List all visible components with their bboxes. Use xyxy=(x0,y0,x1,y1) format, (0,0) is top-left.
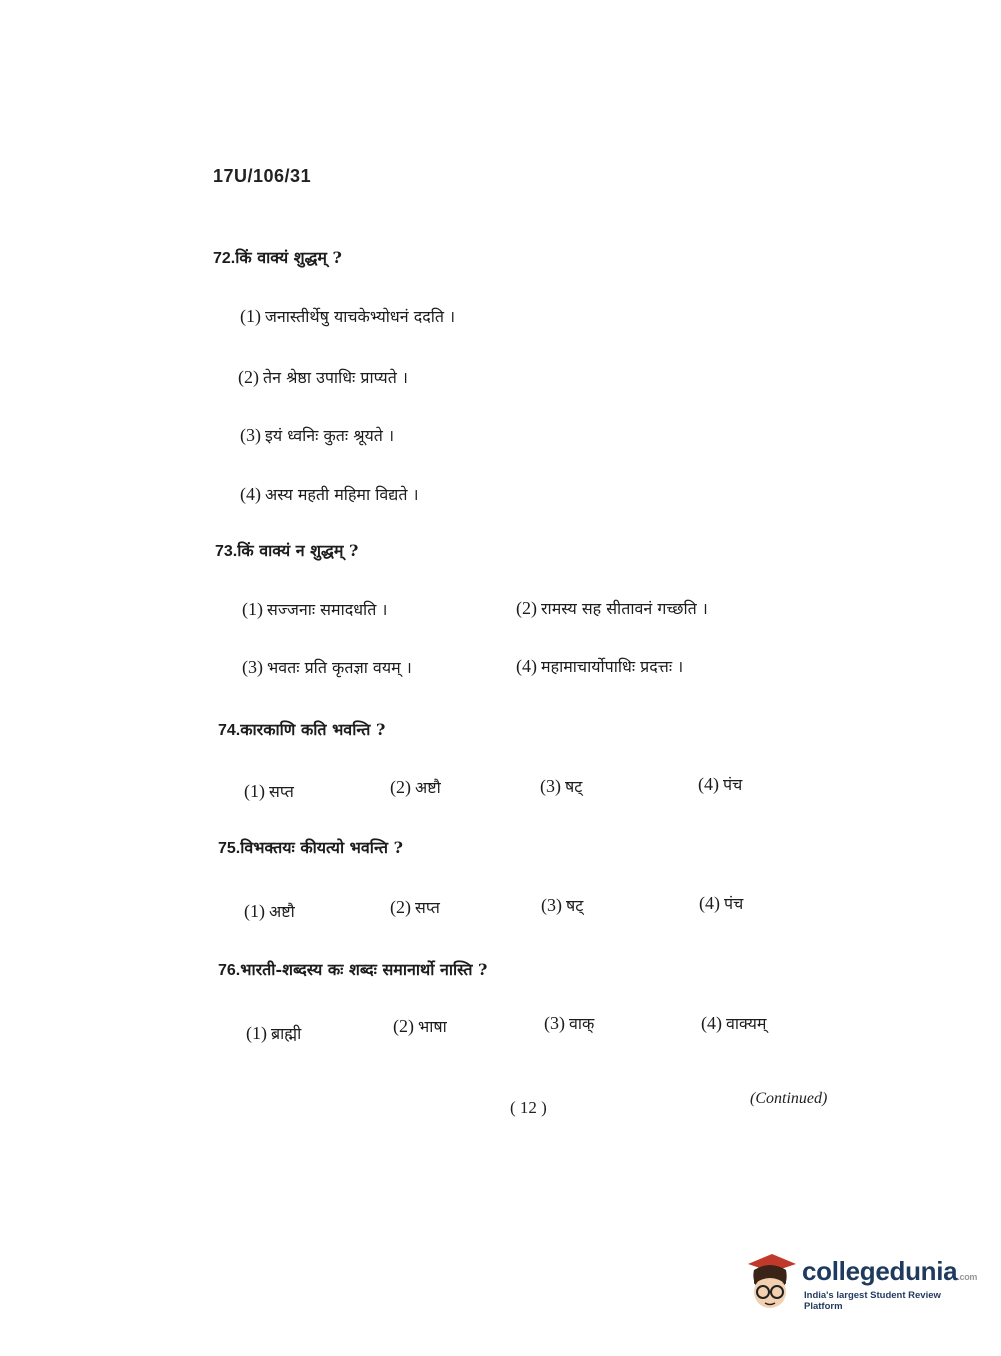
q74-option-4 xyxy=(698,773,742,795)
question-75-stem xyxy=(218,836,403,858)
question-number: 76. xyxy=(218,962,241,979)
q76-option-1 xyxy=(246,1022,301,1044)
option-number: (2) xyxy=(393,1016,414,1036)
option-number: (3) xyxy=(540,776,561,796)
question-text: किं वाक्यं न शुद्धम् ? xyxy=(237,541,359,560)
question-76-stem xyxy=(218,958,487,980)
brand-wordmark: collegedunia xyxy=(802,1256,958,1286)
option-number: (3) xyxy=(541,895,562,915)
q74-option-2 xyxy=(390,776,441,798)
question-73-stem xyxy=(215,539,358,561)
option-text: इयं ध्वनिः कुतः श्रूयते । xyxy=(265,426,395,445)
option-text: जनास्तीर्थेषु याचकेभ्योधनं ददति । xyxy=(265,307,456,326)
q73-option-4 xyxy=(516,655,683,677)
q72-option-3 xyxy=(240,424,394,446)
q76-option-4 xyxy=(701,1012,766,1034)
question-text: किं वाक्यं शुद्धम् ? xyxy=(235,248,342,267)
option-number: (2) xyxy=(390,777,411,797)
question-number: 73. xyxy=(215,543,238,560)
option-number: (1) xyxy=(246,1023,267,1043)
option-text: वाक्यम् xyxy=(726,1014,767,1033)
option-text: सज्जनाः समादधति । xyxy=(267,600,388,619)
question-text: कारकाणि कति भवन्ति ? xyxy=(240,720,386,739)
brand-name xyxy=(802,1256,977,1287)
question-72-stem xyxy=(213,246,342,268)
q73-option-2 xyxy=(516,597,708,619)
page-number: ( 12 ) xyxy=(510,1098,547,1117)
option-text: पंच xyxy=(724,894,744,913)
option-number: (4) xyxy=(516,656,537,676)
q74-option-1 xyxy=(244,780,294,802)
option-text: तेन श्रेष्ठा उपाधिः प्राप्यते । xyxy=(263,368,408,387)
q76-option-3 xyxy=(544,1012,594,1034)
q75-option-3 xyxy=(541,894,583,916)
option-number: (1) xyxy=(242,599,263,619)
option-text: अस्य महती महिमा विद्यते । xyxy=(265,485,419,504)
option-number: (2) xyxy=(390,897,411,917)
option-number: (3) xyxy=(544,1013,565,1033)
option-number: (4) xyxy=(240,484,261,504)
option-number: (2) xyxy=(238,367,259,387)
option-number: (4) xyxy=(699,893,720,913)
option-number: (2) xyxy=(516,598,537,618)
question-number: 74. xyxy=(218,722,241,739)
question-text: भारती-शब्दस्य कः शब्दः समानार्थो नास्ति ? xyxy=(240,960,488,979)
option-number: (3) xyxy=(240,425,261,445)
option-text: षट् xyxy=(565,777,583,796)
option-text: रामस्य सह सीतावनं गच्छति । xyxy=(541,599,708,618)
question-number: 75. xyxy=(218,840,241,857)
question-74-stem xyxy=(218,718,385,740)
q75-option-1 xyxy=(244,900,295,922)
q72-option-2 xyxy=(238,366,408,388)
option-number: (1) xyxy=(244,901,265,921)
option-number: (1) xyxy=(240,306,261,326)
option-number: (1) xyxy=(244,781,265,801)
question-number: 72. xyxy=(213,250,236,267)
brand-domain: .com xyxy=(957,1272,978,1282)
option-text: षट् xyxy=(566,896,584,915)
option-text: सप्त xyxy=(269,782,294,801)
collegedunia-watermark xyxy=(740,1250,978,1320)
question-text: विभक्तयः कीयत्यो भवन्ति ? xyxy=(240,838,403,857)
brand-tagline: India's largest Student Review Platform xyxy=(804,1290,941,1312)
option-text: भवतः प्रति कृतज्ञा वयम् । xyxy=(267,658,412,677)
option-text: अष्टौ xyxy=(269,902,295,921)
q72-option-1 xyxy=(240,305,455,327)
option-number: (3) xyxy=(242,657,263,677)
q75-option-4 xyxy=(699,892,743,914)
continued-label: (Continued) xyxy=(750,1090,828,1107)
option-text: भाषा xyxy=(418,1017,447,1036)
option-text: अष्टौ xyxy=(415,778,441,797)
q73-option-3 xyxy=(242,656,412,678)
q74-option-3 xyxy=(540,775,582,797)
option-number: (4) xyxy=(698,774,719,794)
q75-option-2 xyxy=(390,896,440,918)
option-text: वाक् xyxy=(569,1014,595,1033)
q72-option-4 xyxy=(240,483,419,505)
option-text: सप्त xyxy=(415,898,440,917)
mascot-logo-icon xyxy=(740,1250,800,1312)
q76-option-2 xyxy=(393,1015,447,1037)
page-code: 17U/106/31 xyxy=(213,166,312,186)
option-text: महामाचार्योपाधिः प्रदत्तः । xyxy=(541,657,684,676)
option-text: पंच xyxy=(723,775,743,794)
q73-option-1 xyxy=(242,598,387,620)
option-text: ब्राह्मी xyxy=(271,1024,302,1043)
option-number: (4) xyxy=(701,1013,722,1033)
